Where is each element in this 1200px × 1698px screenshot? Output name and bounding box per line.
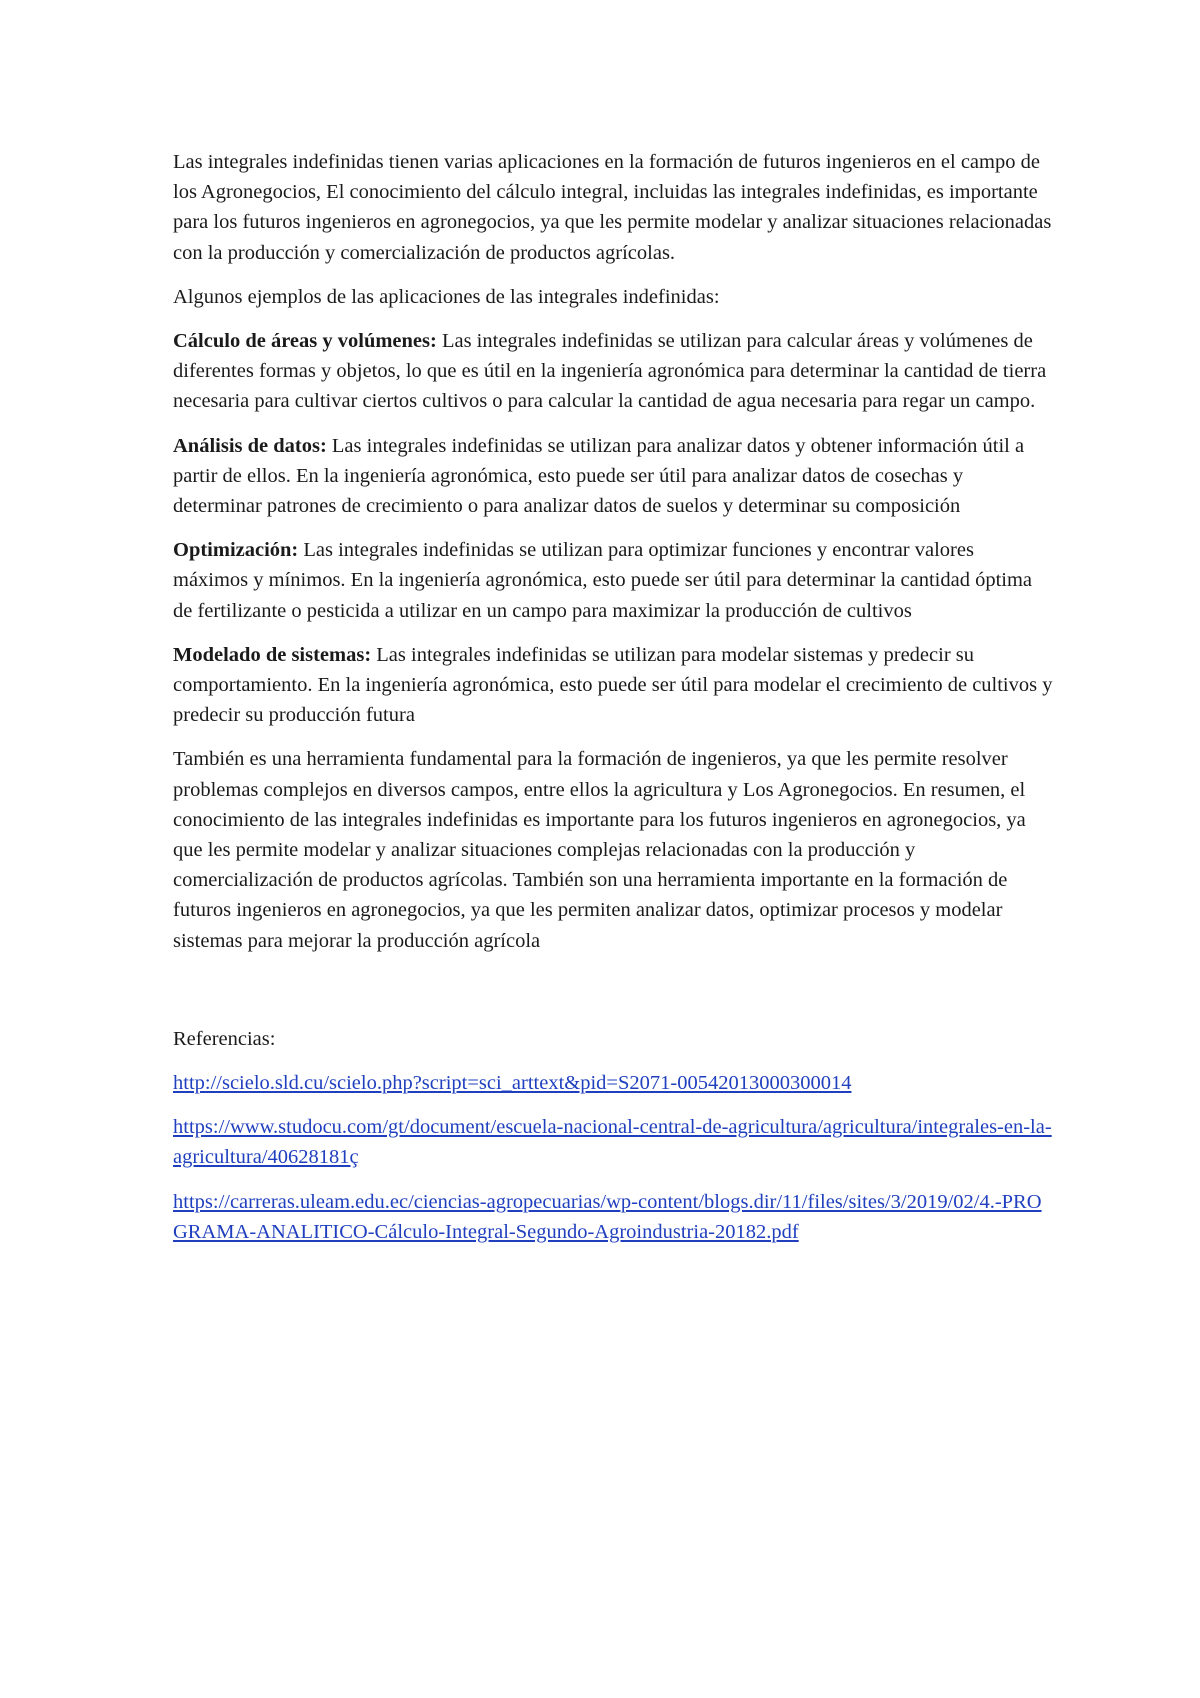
examples-heading: Algunos ejemplos de las aplicaciones de las integrales indefinidas:: [173, 285, 720, 308]
section-optimization: [173, 535, 1053, 626]
document-page: [173, 147, 1053, 1261]
section-text: Las integrales indefinidas se utilizan para analizar datos y obtener información útil a partir de ellos. En la ingeniería agronómica, esto puede ser útil para analizar datos de cosechas y determinar patrones de crecimiento o para analizar datos de suelos y determinar su composición: [173, 434, 1025, 518]
section-term: Análisis de datos:: [173, 434, 327, 457]
section-text: Las integrales indefinidas se utilizan para calcular áreas y volúmenes de diferentes formas y objetos, lo que es útil en la ingeniería agronómica para determinar la cantidad de tierra necesaria para cultivar ciertos cultivos o para calcular la cantidad de agua necesaria para regar un campo.: [173, 330, 1047, 413]
section-term: Cálculo de áreas y volúmenes:: [173, 330, 437, 353]
reference-link-scielo[interactable]: http://scielo.sld.cu/scielo.php?script=sci_arttext&pid=S2071-00542013000300014: [173, 1072, 852, 1095]
section-area-volume: [173, 326, 1053, 417]
reference-link-studocu[interactable]: https://www.studocu.com/gt/document/escuela-nacional-central-de-agricultura/agricultura/integrales-en-la-agricultura/40628181ç: [173, 1116, 1052, 1169]
section-system-modeling: [173, 640, 1053, 731]
intro-paragraph: Las integrales indefinidas tienen varias aplicaciones en la formación de futuros ingenieros en el campo de los Agronegocios, El conocimiento del cálculo integral, incluidas las integrales indefinidas, es importante para los futuros ingenieros en agronegocios, ya que les permite modelar y analizar situaciones relacionadas con la producción y comercialización de productos agrícolas.: [173, 151, 1052, 264]
conclusion-paragraph: También es una herramienta fundamental para la formación de ingenieros, ya que les permite resolver problemas complejos en diversos campos, entre ellos la agricultura y Los Agronegocios. En resumen, el conocimiento de las integrales indefinidas es importante para los futuros ingenieros en agronegocios, ya que les permite modelar y analizar situaciones complejas relacionadas con la producción y comercialización de productos agrícolas. También son una herramienta importante en la formación de futuros ingenieros en agronegocios, ya que les permiten analizar datos, optimizar procesos y modelar sistemas para mejorar la producción agrícola: [173, 748, 1026, 952]
section-term: Optimización:: [173, 539, 299, 562]
blank-space: [173, 970, 1053, 1024]
section-term: Modelado de sistemas:: [173, 643, 372, 666]
references-heading: Referencias:: [173, 1027, 276, 1050]
section-data-analysis: [173, 431, 1053, 522]
section-text: Las integrales indefinidas se utilizan para optimizar funciones y encontrar valores máximos y mínimos. En la ingeniería agronómica, esto puede ser útil para determinar la cantidad óptima de fertilizante o pesticida a utilizar en un campo para maximizar la producción de cultivos: [173, 539, 1033, 622]
section-text: Las integrales indefinidas se utilizan para modelar sistemas y predecir su comportamiento. En la ingeniería agronómica, esto puede ser útil para modelar el crecimiento de cultivos y predecir su producción futura: [173, 643, 1053, 727]
reference-link-uleam[interactable]: https://carreras.uleam.edu.ec/ciencias-agropecuarias/wp-content/blogs.dir/11/files/sites/3/2019/02/4.-PROGRAMA-ANALITICO-Cálculo-Integral-Segundo-Agroindustria-20182.pdf: [173, 1190, 1042, 1243]
